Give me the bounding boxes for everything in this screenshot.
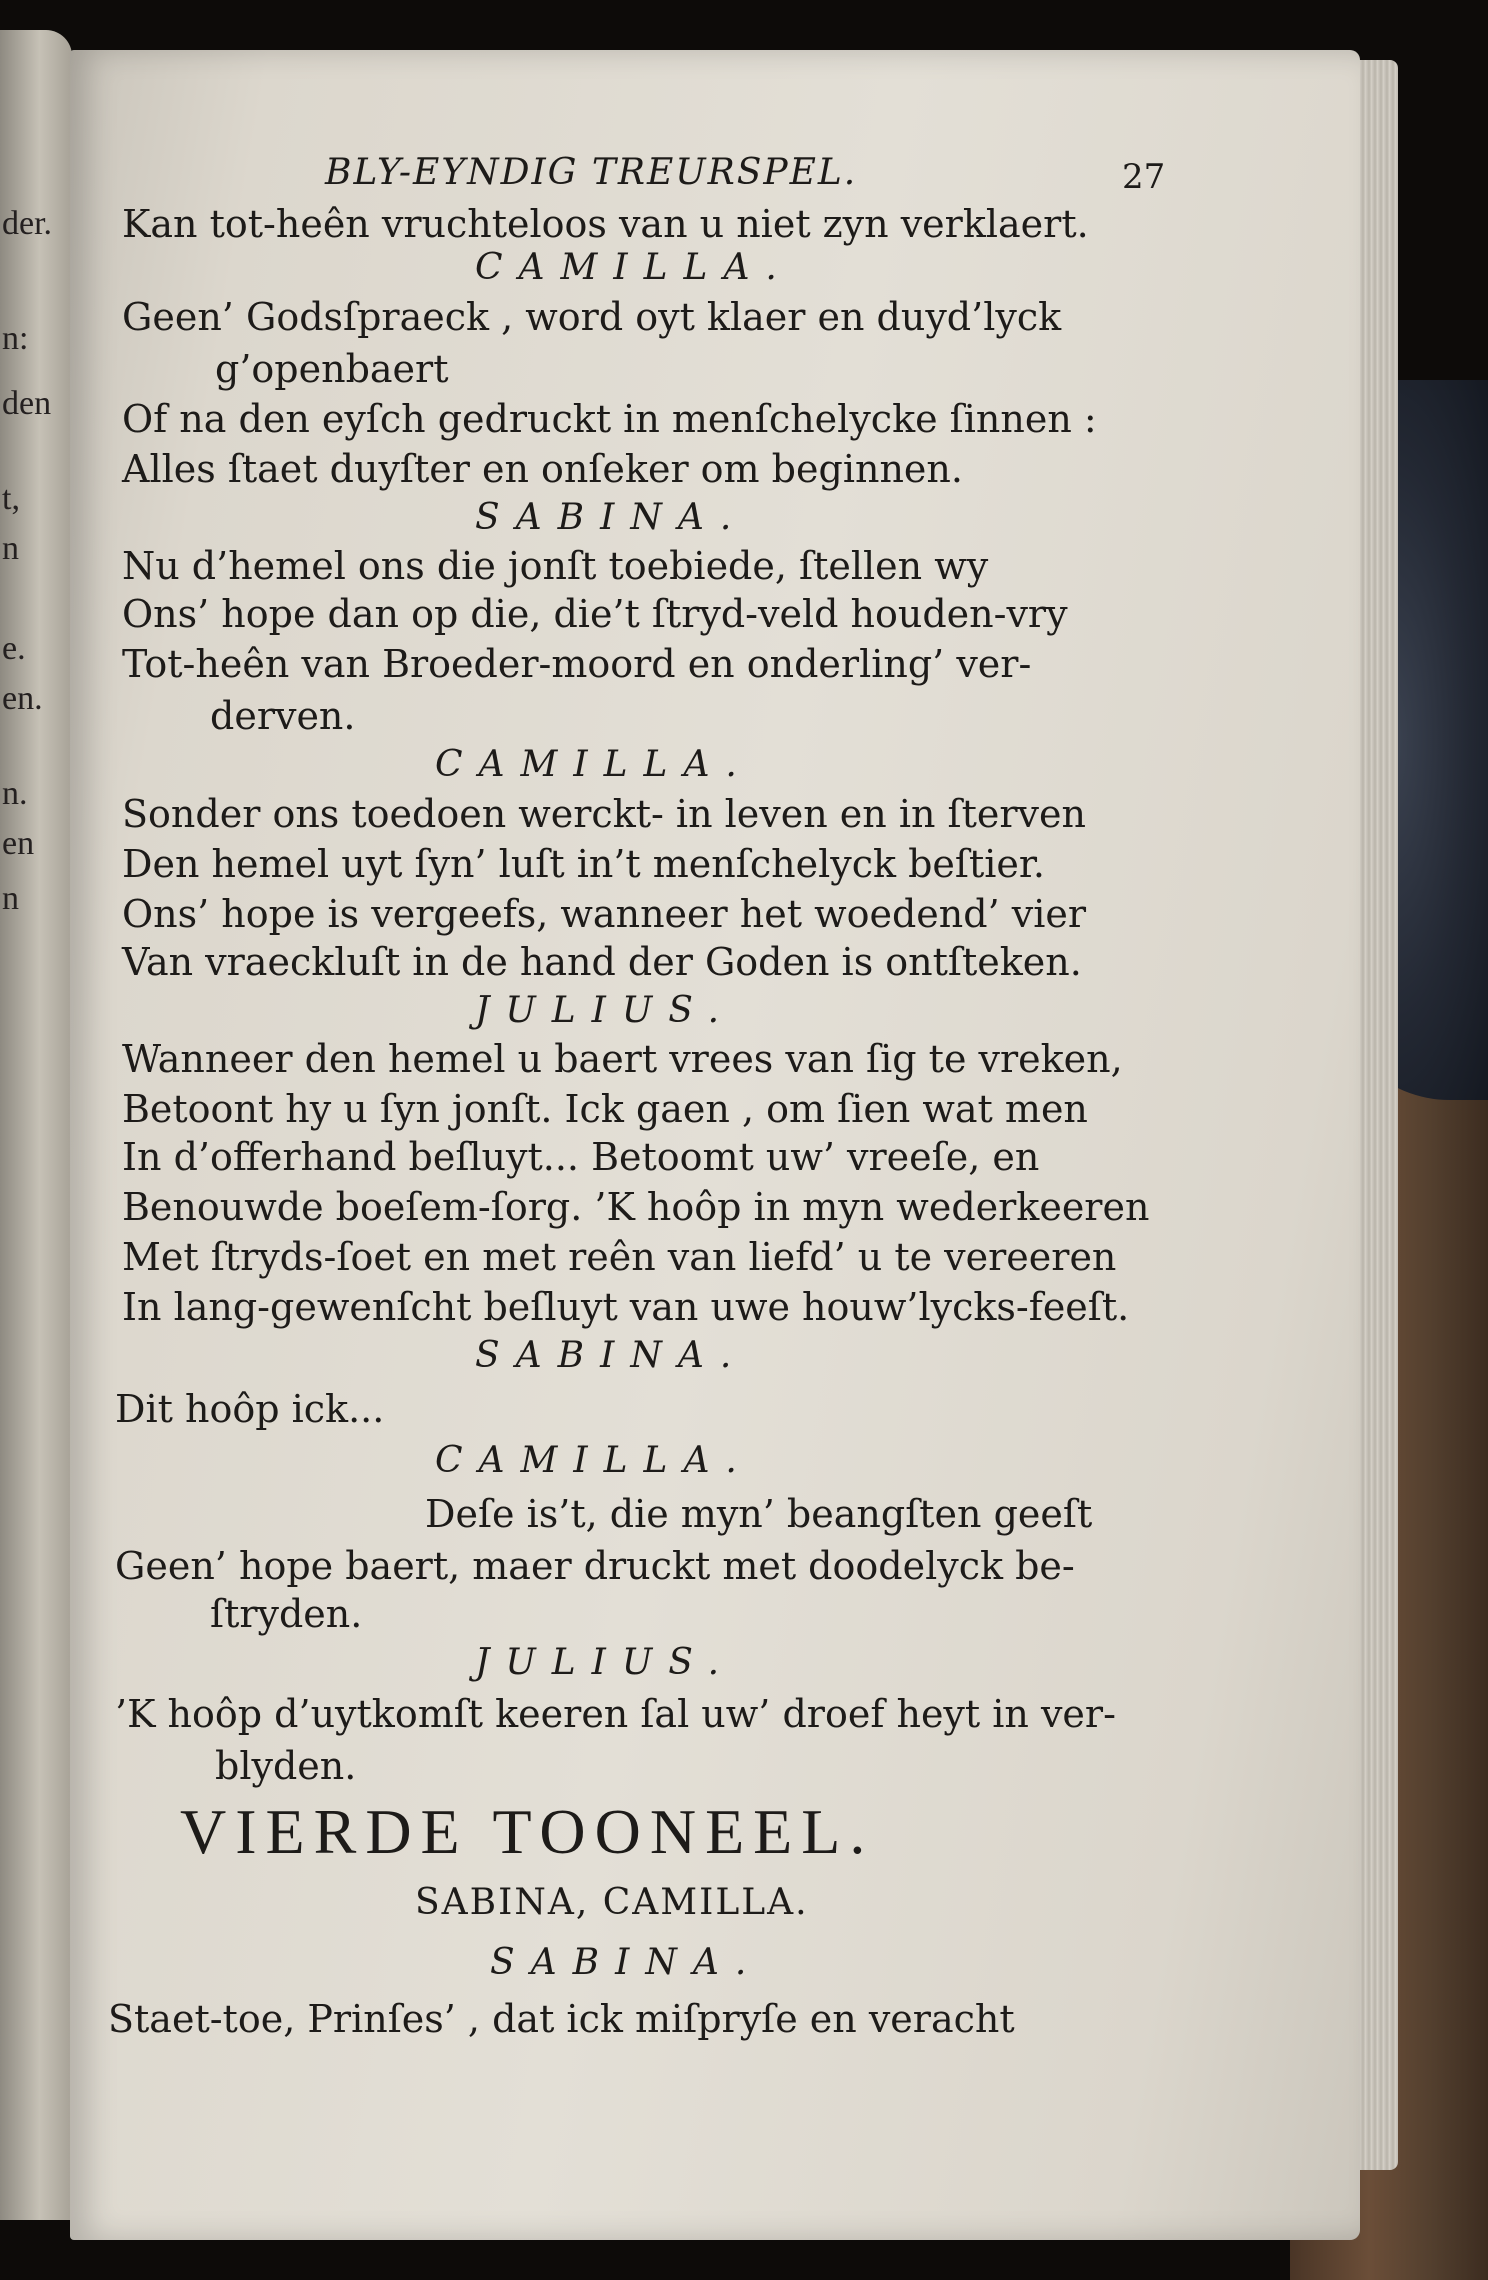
text-line: Van vraeckluſt in de hand der Goden is ontſteken. [122,940,1082,984]
speaker-name: SABINA. [475,497,748,538]
left-facing-page [0,30,72,2220]
speaker-name: CAMILLA. [435,744,753,785]
speaker-name: SABINA. [475,1335,748,1376]
text-line: ſtryden. [210,1592,363,1636]
left-page-fragment: n: [2,320,29,357]
speaker-name: CAMILLA. [475,247,793,288]
speaker-name: JULIUS. [475,990,736,1031]
left-page-fragment: n. [2,775,28,812]
text-line: Nu d’hemel ons die jonſt toebiede, ſtellen wy [122,544,989,588]
text-line: Ons’ hope dan op die, die’t ſtryd-veld houden-vry [122,592,1068,636]
text-line: Met ſtryds-ſoet en met reên van liefd’ u te vereeren [122,1235,1117,1279]
text-line: blyden. [215,1744,357,1788]
text-line: Sonder ons toedoen werckt- in leven en in ſterven [122,792,1086,836]
text-line: Wanneer den hemel u baert vrees van ſig te vreken, [122,1037,1123,1081]
speaker-name: CAMILLA. [435,1440,753,1481]
text-line: Den hemel uyt ſyn’ luſt in’t menſchelyck beſtier. [122,842,1045,886]
scene-heading: VIERDE TOONEEL. [180,1796,875,1867]
left-page-fragment: den [2,385,52,422]
running-head: BLY-EYNDIG TREURSPEL. [325,152,858,193]
book-page [70,50,1360,2240]
left-page-fragment: en. [2,680,43,717]
left-page-fragment: en [2,825,35,862]
page-number: 27 [1122,157,1166,197]
speaker-name: SABINA. [490,1942,763,1983]
page-text [70,50,1360,2240]
left-page-fragment: der. [2,205,53,242]
text-line: Benouwde boeſem-ſorg. ’K hoôp in myn wederkeeren [122,1185,1150,1229]
text-line: Of na den eyſch gedruckt in menſchelycke ſinnen : [122,397,1097,441]
text-line: derven. [210,694,356,738]
left-page-fragment: t, [2,480,20,517]
text-line: Deſe is’t, die myn’ beangſten geeſt [425,1492,1093,1536]
text-line: g’openbaert [215,347,449,391]
left-page-fragment: e. [2,630,26,667]
text-line: Staet-toe, Prinſes’ , dat ick miſpryſe en veracht [108,1997,1015,2041]
cast-list: SABINA, CAMILLA. [415,1882,809,1923]
text-line: Dit hoôp ick... [115,1387,385,1431]
text-line: ’K hoôp d’uytkomſt keeren ſal uw’ droef heyt in ver- [115,1692,1116,1736]
text-line: Ons’ hope is vergeefs, wanneer het woedend’ vier [122,892,1087,936]
text-line: Betoont hy u ſyn jonſt. Ick gaen , om ſien wat men [122,1087,1088,1131]
text-line: Geen’ hope baert, maer druckt met doodelyck be- [115,1544,1075,1588]
text-line: Geen’ Godsſpraeck , word oyt klaer en duyd’lyck [122,295,1062,339]
text-line: Tot-heên van Broeder-moord en onderling’ ver- [122,642,1032,686]
left-page-fragment: n [2,880,19,917]
text-line: Alles ſtaet duyſter en onſeker om beginnen. [122,447,963,491]
text-line: In d’offerhand beſluyt... Betoomt uw’ vreeſe, en [122,1135,1040,1179]
speaker-name: JULIUS. [475,1642,736,1683]
text-line: Kan tot-heên vruchteloos van u niet zyn verklaert. [122,202,1089,246]
text-line: In lang-gewenſcht beſluyt van uwe houw’lycks-feeſt. [122,1285,1130,1329]
left-page-fragment: n [2,530,19,567]
